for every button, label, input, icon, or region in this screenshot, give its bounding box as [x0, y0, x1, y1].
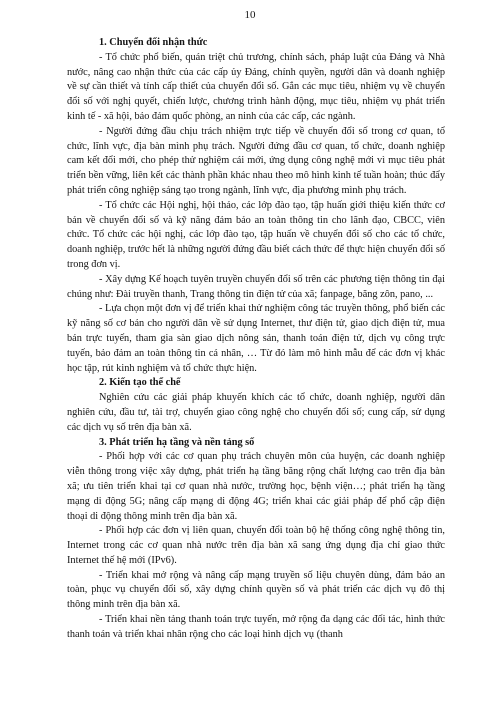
section-heading: 2. Kiến tạo thể chế	[99, 377, 181, 389]
section-heading: 1. Chuyển đổi nhận thức	[99, 37, 208, 48]
paragraph: - Triển khai mở rộng và nâng cấp mạng truyền số liệu chuyên dùng, đảm bảo an toàn, phục vụ chuyển đổi số, xây dựng chính quyền số và phát triển các dịch vụ đô thị thông minh trên địa bàn xã.	[67, 569, 445, 611]
page-content	[67, 36, 445, 643]
paragraph: - Lựa chọn một đơn vị để triển khai thử nghiệm công tác truyền thông, phổ biến các kỹ năng số cơ bản cho người dân về sử dụng Internet, thư điện tử, giao dịch điện tử, mua bán trực tuyến, tham gia sàn giao dịch nông sản, thanh toán điện tử, dịch vụ công trực tuyến, bảo đảm an toàn thông tin cá nhân, … Từ đó làm mô hình mẫu để các đơn vị khác học tập, rút kinh nghiệm và tổ chức thực hiện.	[67, 303, 445, 374]
page-number: 10	[244, 9, 256, 21]
paragraph: - Tổ chức các Hội nghị, hội thảo, các lớp đào tạo, tập huấn giới thiệu kiến thức cơ bản về chuyển đổi số và kỹ năng đảm bảo an toàn thông tin cho lãnh đạo, CBCC, viên chức. Tổ chức các hội nghị, các lớp đào tạo, tập huấn về chuyển đổi số cho các tổ chức, doanh nghiệp, trước hết là những người đứng đầu biết cách thức để thực hiện chuyển đổi số trong đơn vị.	[67, 199, 445, 270]
section-phat-trien-ha-tang	[67, 436, 445, 643]
paragraph: - Tổ chức phổ biến, quán triệt chủ trương, chính sách, pháp luật của Đảng và Nhà nước, nâng cao nhận thức của các cấp ủy Đảng, chính quyền, người dân và doanh nghiệp về sự cần thiết và tính cấp thiết của chuyển đổi số. Gắn các mục tiêu, nhiệm vụ về chuyển đổi số với nghị quyết, chiến lược, chương trình hành động, mục tiêu, nhiệm vụ phát triển kinh tế - xã hội, bảo đảm quốc phòng, an ninh của các cấp, các ngành.	[67, 51, 445, 122]
section-kien-tao-the-che	[67, 376, 445, 435]
section-chuyen-doi-nhan-thuc	[67, 36, 445, 376]
paragraph: - Triển khai nền tảng thanh toán trực tuyến, mở rộng đa dạng các đối tác, hình thức thanh toán và triển khai nhân rộng cho các loại hình dịch vụ (thanh	[67, 614, 445, 640]
paragraph: - Xây dựng Kế hoạch tuyên truyền chuyển đổi số trên các phương tiện thông tin đại chúng như: Đài truyền thanh, Trang thông tin điện tử của xã; fanpage, băng zôn, pano, ...	[67, 273, 445, 300]
paragraph: Nghiên cứu các giải pháp khuyến khích các tổ chức, doanh nghiệp, người dân nghiên cứu, đầu tư, tài trợ, chuyển giao công nghệ cho chuyển đổi số; cung cấp, sử dụng các dịch vụ số trên địa bàn xã.	[67, 392, 445, 433]
paragraph: - Phối hợp các đơn vị liên quan, chuyển đổi toàn bộ hệ thống công nghệ thông tin, Internet trong các cơ quan nhà nước trên địa bàn xã sang ứng dụng địa chỉ giao thức Internet thế hệ mới (IPv6).	[67, 525, 445, 566]
section-heading: 3. Phát triển hạ tầng và nền tảng số	[99, 436, 255, 448]
paragraph: - Phối hợp với các cơ quan phụ trách chuyên môn của huyện, các doanh nghiệp viễn thông trong việc xây dựng, phát triển hạ tầng băng rộng chất lượng cao trên địa bàn xã; ưu tiên triển khai tại cơ quan nhà nước, trường học, bệnh viện…; phát triển hạ tầng mạng di động 5G; nâng cấp mạng di động 4G; triển khai các giải pháp để phổ cập điện thoại di động thông minh trên địa bàn xã.	[67, 451, 445, 522]
paragraph: - Người đứng đầu chịu trách nhiệm trực tiếp về chuyển đổi số trong cơ quan, tổ chức, lĩnh vực, địa bàn mình phụ trách. Người đứng đầu cơ quan, tổ chức, doanh nghiệp cam kết đổi mới, cho phép thử nghiệm cái mới, ứng dụng công nghệ mới vì mục tiêu phát triển bền vững, liên kết các thành phần khác nhau theo mô hình kinh tế tuần hoàn; thúc đẩy phát triển công nghiệp sáng tạo trong ngành, lĩnh vực, địa phương mình phụ trách.	[67, 125, 445, 196]
